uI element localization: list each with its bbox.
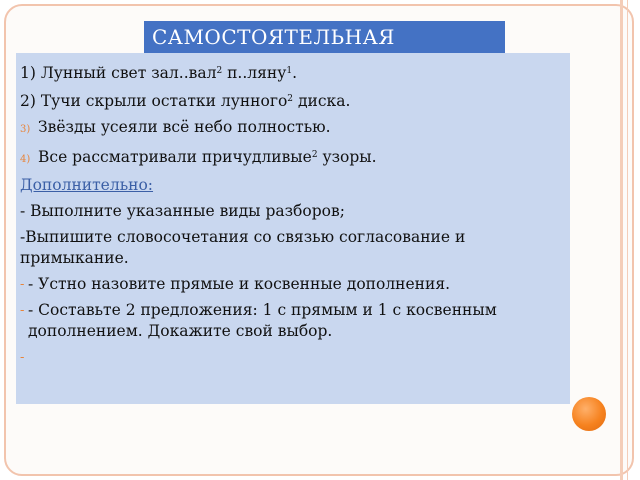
task-line-7: - - Устно назовите прямые и косвенные дополнения. xyxy=(20,275,451,293)
task-line-3: 3) Звёзды усеяли всё небо полностью. xyxy=(20,117,562,140)
list-marker: 4) xyxy=(20,154,31,165)
dash-marker: - xyxy=(20,350,25,365)
task-line-8: - - Составьте 2 предложения: 1 с прямым и 1 с косвенным дополнением. Докажите свой выбор. xyxy=(20,301,497,340)
dash-marker: - xyxy=(20,303,25,318)
decor-line-thin xyxy=(627,0,628,480)
slide-title: САМОСТОЯТЕЛЬНАЯ xyxy=(144,21,505,55)
orange-circle-icon xyxy=(572,397,606,431)
task-line-5: - Выполните указанные виды разборов; xyxy=(20,202,345,220)
additional-heading: Дополнительно: xyxy=(20,176,154,194)
list-marker: 3) xyxy=(20,124,31,135)
dash-marker: - xyxy=(20,277,25,292)
decor-line xyxy=(620,0,623,480)
empty-bullet xyxy=(20,347,562,368)
task-line-1: 1) Лунный свет зал..вал$^2$ п..ляну$^1$. xyxy=(20,64,298,82)
task-line-6: -Выпишите словосочетания со связью согласование и примыкание. xyxy=(20,228,466,267)
task-line-2: 2) Тучи скрыли остатки лунного$^2$ диска. xyxy=(20,92,351,110)
slide-content xyxy=(16,53,570,404)
task-line-4: 4) Все рассматривали причудливые$^2$ узоры. xyxy=(20,145,562,170)
